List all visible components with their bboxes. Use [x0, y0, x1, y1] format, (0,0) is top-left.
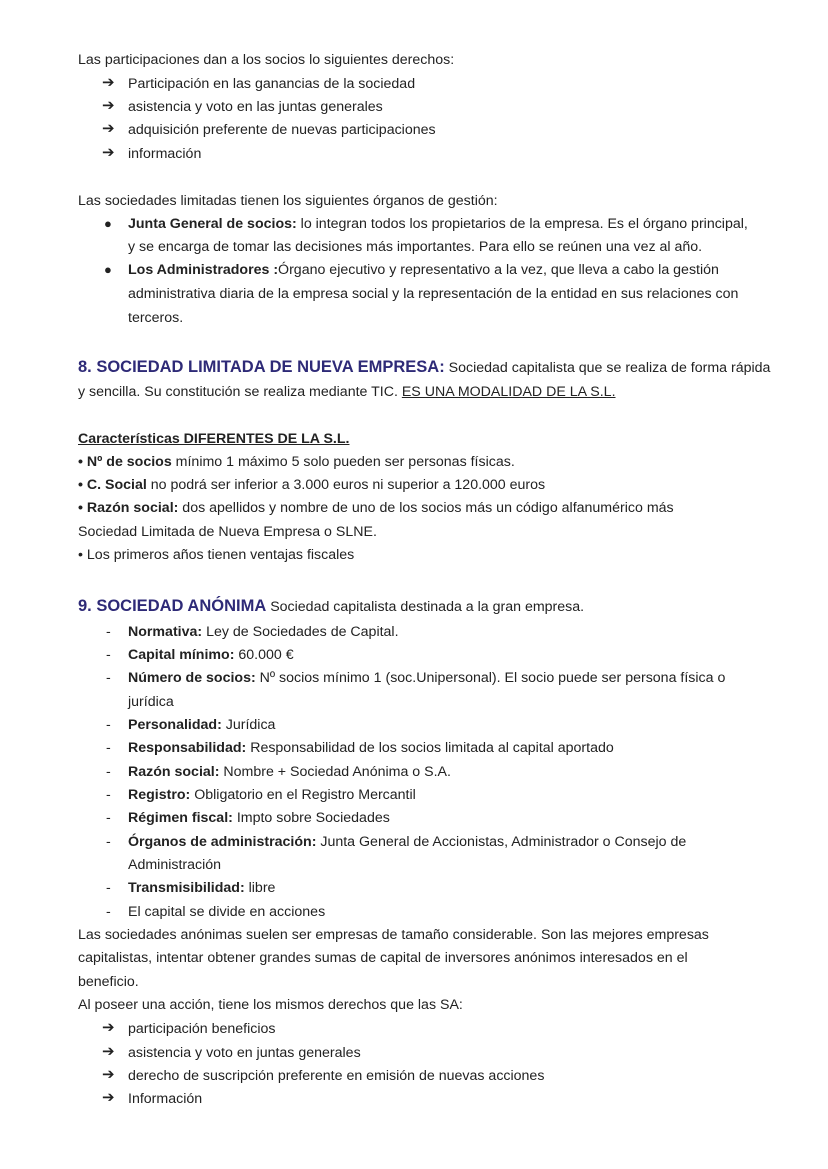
list-item: • C. Social no podrá ser inferior a 3.000 euros ni superior a 120.000 euros: [78, 477, 546, 493]
dash-bullet: -: [106, 834, 111, 850]
section-8-heading-line: 8. SOCIEDAD LIMITADA DE NUEVA EMPRESA: Sociedad capitalista que se realiza de forma rápida: [78, 358, 771, 376]
list-item: Junta General de socios: lo integran todos los propietarios de la empresa. Es el órgano principal,: [128, 216, 748, 232]
list-item: adquisición preferente de nuevas participaciones: [128, 122, 436, 138]
list-item: Personalidad: Jurídica: [128, 717, 276, 733]
list-item: Régimen fiscal: Impto sobre Sociedades: [128, 810, 390, 826]
arrow-bullet-icon: ➔: [102, 120, 115, 137]
dash-bullet: -: [106, 647, 111, 663]
list-item-continuation: terceros.: [128, 310, 184, 326]
list-item: derecho de suscripción preferente en emisión de nuevas acciones: [128, 1068, 545, 1084]
section-9-heading-line: 9. SOCIEDAD ANÓNIMA Sociedad capitalista destinada a la gran empresa.: [78, 597, 585, 615]
dash-bullet: -: [106, 624, 111, 640]
paragraph-line: beneficio.: [78, 974, 139, 990]
list-item: Los Administradores :Órgano ejecutivo y representativo a la vez, que lleva a cabo la gestión: [128, 262, 719, 278]
derechos-intro: Las participaciones dan a los socios lo siguientes derechos:: [78, 52, 455, 68]
underlined-text: ES UNA MODALIDAD DE LA S.L.: [401, 384, 616, 400]
list-item-continuation: jurídica: [128, 694, 174, 710]
subsection-title: Características DIFERENTES DE LA S.L.: [78, 431, 350, 447]
dash-bullet: -: [106, 670, 111, 686]
arrow-bullet-icon: ➔: [102, 144, 115, 161]
list-item: Órganos de administración: Junta General de Accionistas, Administrador o Consejo de: [128, 834, 687, 850]
arrow-bullet-icon: ➔: [102, 1019, 115, 1036]
dash-bullet: -: [106, 764, 111, 780]
list-item: • Nº de socios mínimo 1 máximo 5 solo pueden ser personas físicas.: [78, 454, 515, 470]
list-item-continuation: Administración: [128, 857, 222, 873]
arrow-bullet-icon: ➔: [102, 97, 115, 114]
list-item: asistencia y voto en juntas generales: [128, 1045, 361, 1061]
list-item-continuation: administrativa diaria de la empresa social y la representación de la entidad en sus relaciones con: [128, 286, 739, 302]
bullet-icon: ●: [104, 216, 112, 231]
section-heading: 8. SOCIEDAD LIMITADA DE NUEVA EMPRESA:: [78, 358, 445, 376]
list-item: participación beneficios: [128, 1021, 276, 1037]
arrow-bullet-icon: ➔: [102, 1066, 115, 1083]
organos-intro: Las sociedades limitadas tienen los siguientes órganos de gestión:: [78, 193, 498, 209]
list-item: asistencia y voto en las juntas generales: [128, 99, 383, 115]
list-item-continuation: Sociedad Limitada de Nueva Empresa o SLNE.: [78, 524, 377, 540]
list-item: Información: [128, 1091, 203, 1107]
arrow-bullet-icon: ➔: [102, 1089, 115, 1106]
section-heading: 9. SOCIEDAD ANÓNIMA: [78, 597, 267, 615]
list-item: Responsabilidad: Responsabilidad de los socios limitada al capital aportado: [128, 740, 614, 756]
paragraph-line: capitalistas, intentar obtener grandes sumas de capital de inversores anónimos interesados en el: [78, 950, 688, 966]
list-item: Razón social: Nombre + Sociedad Anónima o S.A.: [128, 764, 451, 780]
dash-bullet: -: [106, 904, 111, 920]
dash-bullet: -: [106, 787, 111, 803]
bullet-icon: ●: [104, 262, 112, 277]
derechos-sa-intro: Al poseer una acción, tiene los mismos derechos que las SA:: [78, 997, 463, 1013]
list-item: Número de socios: Nº socios mínimo 1 (soc.Unipersonal). El socio puede ser persona física o: [128, 670, 726, 686]
dash-bullet: -: [106, 880, 111, 896]
list-item: • Los primeros años tienen ventajas fiscales: [78, 547, 355, 563]
list-item-continuation: y se encarga de tomar las decisiones más importantes. Para ello se reúnen una vez al año.: [128, 239, 703, 255]
list-item: información: [128, 146, 202, 162]
paragraph-line: Las sociedades anónimas suelen ser empresas de tamaño considerable. Son las mejores empresas: [78, 927, 709, 943]
arrow-bullet-icon: ➔: [102, 74, 115, 91]
dash-bullet: -: [106, 810, 111, 826]
dash-bullet: -: [106, 717, 111, 733]
term-label: Los Administradores :: [128, 262, 279, 278]
list-item: • Razón social: dos apellidos y nombre de uno de los socios más un código alfanumérico más: [78, 500, 674, 516]
list-item: Normativa: Ley de Sociedades de Capital.: [128, 624, 399, 640]
list-item: Capital mínimo: 60.000 €: [128, 647, 294, 663]
term-label: Junta General de socios:: [128, 216, 297, 232]
list-item: Participación en las ganancias de la sociedad: [128, 76, 416, 92]
list-item: Transmisibilidad: libre: [128, 880, 276, 896]
section-8-line2: y sencilla. Su constitución se realiza mediante TIC. ES UNA MODALIDAD DE LA S.L.: [78, 384, 616, 400]
list-item: El capital se divide en acciones: [128, 904, 326, 920]
list-item: Registro: Obligatorio en el Registro Mercantil: [128, 787, 416, 803]
dash-bullet: -: [106, 740, 111, 756]
arrow-bullet-icon: ➔: [102, 1043, 115, 1060]
